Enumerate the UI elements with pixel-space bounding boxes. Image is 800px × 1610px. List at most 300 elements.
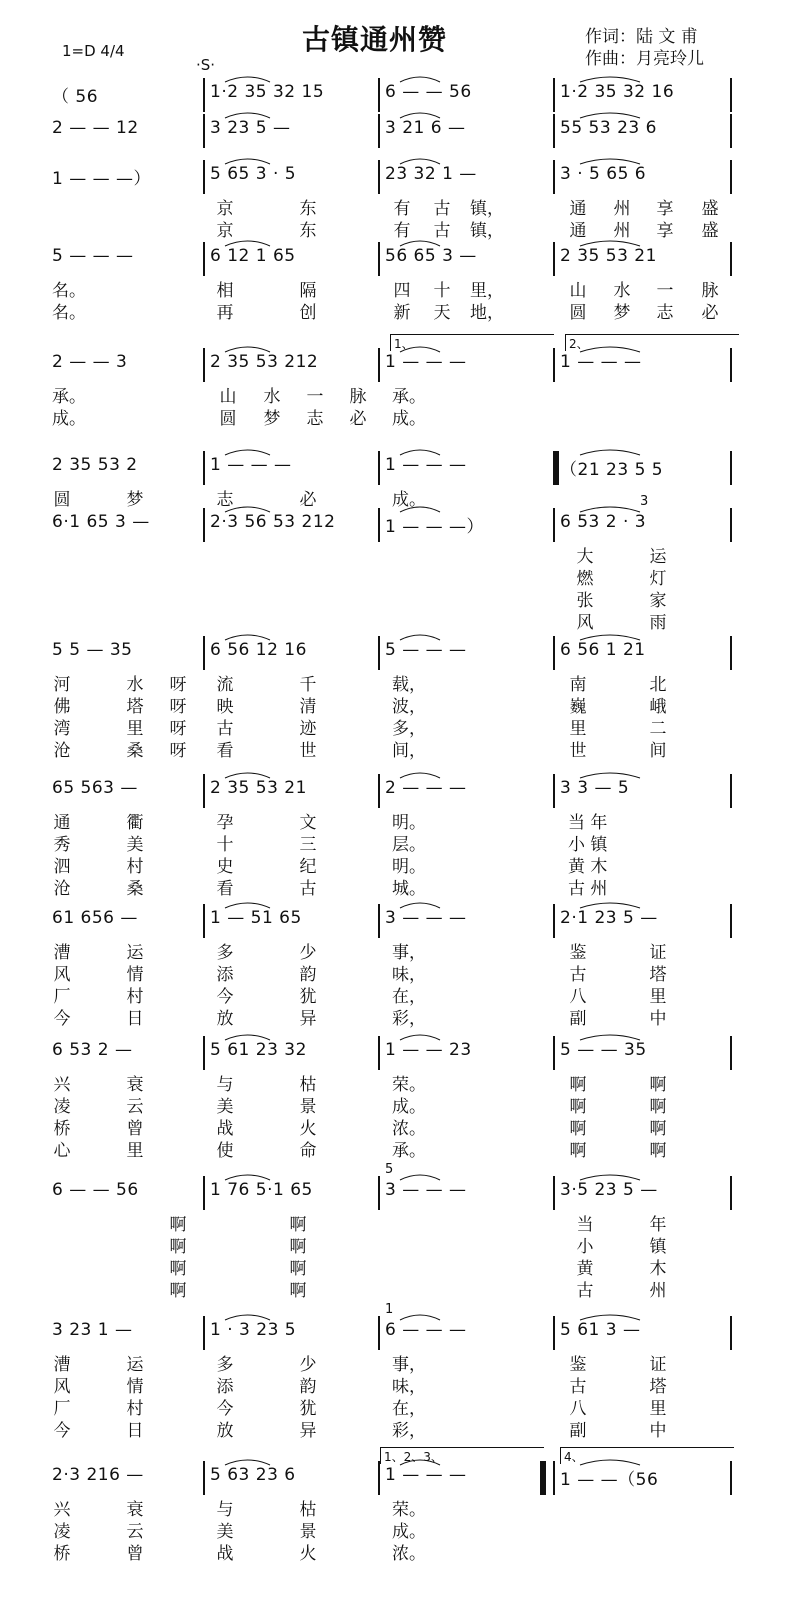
measure-2: 1 — — — [210, 455, 292, 475]
measure-4: 1 — —（56 [560, 1470, 659, 1490]
slur-arc [400, 113, 440, 118]
system-12 [0, 1162, 800, 1301]
lyric-syllable: 里 [649, 1399, 667, 1419]
lyric-syllable: 多 [216, 943, 234, 963]
measure-1: 3 23 1 — [52, 1320, 133, 1340]
lyric-syllable: 火 [299, 1544, 317, 1564]
lyric-syllable: 兴 [53, 1500, 71, 1520]
slur-arc [225, 450, 270, 455]
lyric-syllable: 三 [299, 835, 317, 855]
slur-arc [400, 635, 440, 640]
triplet-mark: 3 [640, 494, 649, 509]
slur-arc [225, 1175, 270, 1180]
measure-3: 6 — — 56 [385, 82, 472, 102]
lyric-syllable: 塔 [126, 697, 144, 717]
lyric-syllable: 通 [569, 221, 587, 241]
measure-1: 2·3 216 — [52, 1465, 144, 1485]
system-3 [0, 164, 800, 241]
system-5 [0, 337, 800, 429]
lyric-syllable: 承。 [392, 1141, 426, 1161]
lyric-syllable: 成。 [52, 409, 86, 429]
measure-1: 1 — — —） [52, 169, 152, 189]
lyric-syllable: 与 [216, 1075, 234, 1095]
lyric-syllable: 景 [299, 1522, 317, 1542]
slur-marks [0, 1030, 800, 1050]
lyric-syllable: 明。 [392, 857, 426, 877]
measure-1: 2 — — 3 [52, 352, 128, 372]
lyric-syllable: 大 [576, 547, 594, 567]
volta-bracket-2: 4、 [560, 1447, 734, 1464]
system-8 [0, 640, 800, 761]
lyric-syllable: 通 [53, 813, 71, 833]
lyric-syllable: 有 [393, 221, 411, 241]
lyric-syllable: 鉴 [569, 1355, 587, 1375]
slur-arc [580, 1035, 640, 1040]
lyric-syllable: 古 [299, 879, 317, 899]
system-10 [0, 908, 800, 1029]
slur-arc [580, 635, 640, 640]
lyric-syllable: 啊 [169, 1215, 187, 1235]
measure-3: 6 — — — [385, 1320, 467, 1340]
slur-arc [400, 347, 440, 352]
slur-arc [225, 635, 270, 640]
lyric-syllable: 啊 [569, 1141, 587, 1161]
lyric-syllable: 桑 [126, 741, 144, 761]
measure-2: 6 56 12 16 [210, 640, 307, 660]
lyric-syllable: 呀 [169, 741, 187, 761]
system-2 [0, 118, 800, 158]
lyric-syllable: 啊 [649, 1141, 667, 1161]
lyric-verse-1 [0, 1350, 800, 1375]
system-14 [0, 1450, 800, 1564]
lyric-syllable: 日 [126, 1009, 144, 1029]
lyric-syllable: 看 [216, 741, 234, 761]
measure-1: 2 35 53 2 [52, 455, 138, 475]
lyric-verse-2 [0, 1517, 800, 1542]
lyric-syllable: 命 [299, 1141, 317, 1161]
lyric-syllable: 村 [126, 1399, 144, 1419]
measure-1: 5 5 — 35 [52, 640, 133, 660]
lyric-syllable: 里 [649, 987, 667, 1007]
lyric-verse-3 [0, 852, 800, 877]
lyric-syllable: 脉 [349, 387, 367, 407]
slur-arc [225, 773, 270, 778]
lyric-syllable: 多 [216, 1355, 234, 1375]
lyric-syllable: 再 [216, 303, 234, 323]
lyric-syllable: 韵 [299, 1377, 317, 1397]
lyric-verse-1 [0, 938, 800, 963]
measure-3: 5 — — — [385, 640, 467, 660]
lyric-syllable: 志 [216, 490, 234, 510]
key-time-signature: 1=D 4/4 [62, 42, 125, 60]
lyric-syllable: 雨 [649, 613, 667, 633]
lyric-syllable: 衰 [126, 1500, 144, 1520]
lyric-syllable: 云 [126, 1097, 144, 1117]
lyric-syllable: 梦 [126, 490, 144, 510]
segno-mark: ·S· [196, 56, 216, 74]
lyric-verse-2 [0, 1232, 800, 1257]
slur-arc [580, 241, 640, 246]
lyric-syllable: 啊 [649, 1075, 667, 1095]
volta-bracket-2: 2、 [565, 334, 739, 351]
lyric-verse-4 [0, 608, 800, 633]
lyric-syllable: 隔 [299, 281, 317, 301]
lyric-syllable: 荣。 [392, 1075, 426, 1095]
lyric-syllable: 异 [299, 1009, 317, 1029]
lyric-syllable: 桥 [53, 1119, 71, 1139]
lyric-syllable: 浓。 [392, 1119, 426, 1139]
lyric-syllable: 在， [392, 987, 426, 1007]
lyric-syllable: 古 [576, 1281, 594, 1301]
measure-2: 1 — 51 65 [210, 908, 302, 928]
lyric-syllable: 志 [656, 303, 674, 323]
lyric-syllable: 啊 [569, 1097, 587, 1117]
lyric-syllable: 放 [216, 1421, 234, 1441]
lyric-syllable: 当 年 [568, 813, 608, 833]
lyric-syllable: 凌 [53, 1097, 71, 1117]
system-11 [0, 1040, 800, 1161]
slur-arc [580, 1460, 640, 1465]
lyric-verse-2 [0, 1092, 800, 1117]
lyric-syllable: 曾 [126, 1119, 144, 1139]
slur-arc [225, 241, 270, 246]
measure-4: 2 35 53 21 [560, 246, 657, 266]
measure-4: 3 · 5 65 6 [560, 164, 647, 184]
lyric-syllable: 享 [656, 199, 674, 219]
lyric-syllable: 啊 [569, 1075, 587, 1095]
lyric-verse-2 [0, 830, 800, 855]
slur-arc [225, 507, 270, 512]
measure-4: 6 53 2 · 3 [560, 512, 647, 532]
lyric-syllable: 创 [299, 303, 317, 323]
slur-arc [225, 1035, 270, 1040]
lyric-syllable: 泗 [53, 857, 71, 877]
lyric-syllable: 火 [299, 1119, 317, 1139]
lyric-syllable: 纪 [299, 857, 317, 877]
lyric-syllable: 成。 [392, 1522, 426, 1542]
slur-arc [400, 1175, 440, 1180]
lyric-syllable: 州 [613, 221, 631, 241]
lyric-syllable: 一 [306, 387, 324, 407]
lyric-syllable: 今 [216, 1399, 234, 1419]
lyric-syllable: 风 [576, 613, 594, 633]
lyric-syllable: 漕 [53, 1355, 71, 1375]
lyric-syllable: 世 [569, 741, 587, 761]
lyric-syllable: 十 [433, 281, 451, 301]
lyric-syllable: 东 [299, 221, 317, 241]
measure-2: 2 35 53 212 [210, 352, 319, 372]
lyric-syllable: 世 [299, 741, 317, 761]
measure-3: 2 — — — [385, 778, 467, 798]
slur-marks [0, 630, 800, 650]
lyric-syllable: 名。 [52, 303, 86, 323]
volta-bracket-1: 1、 [390, 334, 554, 351]
measure-4: 3 3 — 5 [560, 778, 630, 798]
lyric-syllable: 南 [569, 675, 587, 695]
lyric-verse-3 [0, 1539, 800, 1564]
measure-2: 2·3 56 53 212 [210, 512, 336, 532]
lyric-syllable: 成。 [392, 490, 426, 510]
measure-3: 23 32 1 — [385, 164, 477, 184]
lyric-syllable: 波， [392, 697, 426, 717]
lyric-syllable: 圆 [569, 303, 587, 323]
slur-arc [225, 903, 270, 908]
lyric-syllable: 厂 [53, 987, 71, 1007]
lyric-syllable: 文 [299, 813, 317, 833]
lyric-syllable: 中 [649, 1009, 667, 1029]
measure-3: 1 — — 23 [385, 1040, 472, 1060]
lyric-syllable: 啊 [169, 1259, 187, 1279]
lyric-syllable: 梦 [263, 409, 281, 429]
lyric-syllable: 副 [569, 1009, 587, 1029]
measure-2: 5 63 23 6 [210, 1465, 296, 1485]
measure-1: （ 56 [52, 87, 99, 107]
lyric-syllable: 必 [701, 303, 719, 323]
lyric-syllable: 添 [216, 965, 234, 985]
measure-1: 2 — — 12 [52, 118, 139, 138]
lyric-syllable: 看 [216, 879, 234, 899]
lyric-syllable: 犹 [299, 1399, 317, 1419]
lyric-syllable: 证 [649, 943, 667, 963]
lyric-syllable: 啊 [289, 1215, 307, 1235]
lyric-syllable: 成。 [392, 409, 426, 429]
lyric-syllable: 八 [569, 1399, 587, 1419]
measure-1: 5 — — — [52, 246, 134, 266]
lyric-syllable: 圆 [219, 409, 237, 429]
lyric-syllable: 心 [53, 1141, 71, 1161]
slur-arc [225, 113, 270, 118]
slur-arc [400, 507, 440, 512]
lyric-syllable: 名。 [52, 281, 86, 301]
lyric-verse-4 [0, 1004, 800, 1029]
lyric-syllable: 古 [569, 965, 587, 985]
lyric-syllable: 运 [126, 943, 144, 963]
lyric-syllable: 美 [126, 835, 144, 855]
slur-arc [225, 159, 270, 164]
lyric-syllable: 山 [569, 281, 587, 301]
lyric-verse-1 [0, 276, 800, 301]
lyric-syllable: 桑 [126, 879, 144, 899]
lyric-verse-3 [0, 1254, 800, 1279]
lyric-syllable: 漕 [53, 943, 71, 963]
slur-arc [580, 113, 640, 118]
measure-1: 6 53 2 — [52, 1040, 133, 1060]
lyric-syllable: 天 [433, 303, 451, 323]
lyric-verse-1 [0, 808, 800, 833]
lyric-syllable: 水 [263, 387, 281, 407]
lyric-syllable: 古 [433, 221, 451, 241]
lyric-syllable: 味， [392, 965, 426, 985]
grace-note: 1 [385, 1302, 394, 1317]
lyric-syllable: 秀 [53, 835, 71, 855]
system-13 [0, 1302, 800, 1441]
lyric-syllable: 浓。 [392, 1544, 426, 1564]
lyric-syllable: 呀 [169, 675, 187, 695]
slur-arc [580, 507, 640, 512]
slur-arc [400, 241, 440, 246]
measure-3: 1 — — — [385, 1465, 467, 1485]
grace-note: 5 [385, 1162, 394, 1177]
system-7 [0, 494, 800, 633]
slur-marks [0, 1170, 800, 1190]
lyric-syllable: 黄 木 [568, 857, 608, 877]
slur-marks [0, 1455, 800, 1475]
lyric-syllable: 村 [126, 857, 144, 877]
lyric-syllable: 必 [349, 409, 367, 429]
lyric-syllable: 古 州 [568, 879, 608, 899]
lyric-syllable: 北 [649, 675, 667, 695]
measure-4: 2·1 23 5 — [560, 908, 658, 928]
slur-marks [0, 72, 800, 92]
measure-3: 3 21 6 — [385, 118, 466, 138]
lyric-syllable: 间 [649, 741, 667, 761]
slur-arc [580, 1175, 640, 1180]
lyric-syllable: 相 [216, 281, 234, 301]
lyric-syllable: 水 [126, 675, 144, 695]
lyric-syllable: 地， [470, 303, 504, 323]
measure-2: 1·2 35 32 15 [210, 82, 325, 102]
slur-arc [580, 450, 640, 455]
lyric-syllable: 镇， [470, 221, 504, 241]
system-6 [0, 455, 800, 510]
lyric-verse-3 [0, 1394, 800, 1419]
lyric-syllable: 间， [392, 741, 426, 761]
lyric-verse-1 [0, 670, 800, 695]
slur-arc [580, 159, 640, 164]
lyric-syllable: 曾 [126, 1544, 144, 1564]
lyric-syllable: 里， [470, 281, 504, 301]
lyric-syllable: 京 [216, 221, 234, 241]
slur-arc [580, 347, 640, 352]
lyric-verse-1 [0, 1070, 800, 1095]
measure-1: 6·1 65 3 — [52, 512, 150, 532]
slur-marks [0, 236, 800, 256]
lyric-syllable: 山 [219, 387, 237, 407]
measure-3: 1 — — —） [385, 517, 485, 537]
lyric-syllable: 添 [216, 1377, 234, 1397]
lyric-verse-1 [0, 1495, 800, 1520]
lyric-syllable: 景 [299, 1097, 317, 1117]
lyric-syllable: 使 [216, 1141, 234, 1161]
slur-marks [0, 1310, 800, 1330]
lyric-syllable: 流 [216, 675, 234, 695]
measure-4: 55 53 23 6 [560, 118, 657, 138]
lyric-verse-3 [0, 1114, 800, 1139]
lyric-syllable: 衢 [126, 813, 144, 833]
lyric-syllable: 新 [393, 303, 411, 323]
lyric-syllable: 东 [299, 199, 317, 219]
measure-1: 6 — — 56 [52, 1180, 139, 1200]
lyric-syllable: 小 [576, 1237, 594, 1257]
lyric-syllable: 今 [53, 1009, 71, 1029]
lyric-syllable: 巍 [569, 697, 587, 717]
lyric-syllable: 啊 [289, 1259, 307, 1279]
lyric-syllable: 木 [649, 1259, 667, 1279]
lyric-verse-1 [0, 194, 800, 219]
lyric-verse-4 [0, 1136, 800, 1161]
lyric-syllable: 里 [569, 719, 587, 739]
lyric-verse-4 [0, 1276, 800, 1301]
lyric-syllable: 年 [649, 1215, 667, 1235]
slur-arc [400, 1035, 440, 1040]
lyric-syllable: 四 [393, 281, 411, 301]
slur-arc [580, 1315, 640, 1320]
lyric-syllable: 美 [216, 1097, 234, 1117]
slur-arc [225, 347, 270, 352]
slur-arc [400, 773, 440, 778]
lyric-syllable: 放 [216, 1009, 234, 1029]
lyric-syllable: 承。 [392, 387, 426, 407]
lyric-syllable: 犹 [299, 987, 317, 1007]
measure-2: 1 76 5·1 65 [210, 1180, 313, 1200]
lyric-syllable: 镇， [470, 199, 504, 219]
lyric-syllable: 家 [649, 591, 667, 611]
lyric-syllable: 塔 [649, 1377, 667, 1397]
composer-credit: 作曲：月亮玲儿 [585, 49, 704, 69]
lyric-syllable: 史 [216, 857, 234, 877]
lyric-syllable: 京 [216, 199, 234, 219]
slur-arc [400, 159, 440, 164]
lyric-syllable: 凌 [53, 1522, 71, 1542]
lyric-syllable: 啊 [169, 1237, 187, 1257]
slur-arc [400, 1315, 440, 1320]
lyric-verse-2 [0, 298, 800, 323]
lyric-syllable: 盛 [701, 199, 719, 219]
lyric-syllable: 承。 [52, 387, 86, 407]
lyric-syllable: 异 [299, 1421, 317, 1441]
lyric-verse-4 [0, 1416, 800, 1441]
lyric-syllable: 战 [216, 1544, 234, 1564]
slur-arc [225, 1315, 270, 1320]
lyric-syllable: 一 [656, 281, 674, 301]
measure-3: 1 — — — [385, 352, 467, 372]
lyric-syllable: 彩， [392, 1009, 426, 1029]
lyric-syllable: 今 [53, 1421, 71, 1441]
lyric-syllable: 古 [216, 719, 234, 739]
lyric-syllable: 事， [392, 943, 426, 963]
lyric-syllable: 美 [216, 1522, 234, 1542]
lyric-syllable: 载， [392, 675, 426, 695]
measure-4: 3·5 23 5 — [560, 1180, 658, 1200]
lyric-verse-2 [0, 960, 800, 985]
lyric-syllable: 梦 [613, 303, 631, 323]
lyric-syllable: 呀 [169, 697, 187, 717]
measure-4: 5 61 3 — [560, 1320, 641, 1340]
lyric-syllable: 佛 [53, 697, 71, 717]
lyric-syllable: 圆 [53, 490, 71, 510]
lyric-syllable: 峨 [649, 697, 667, 717]
lyric-syllable: 水 [613, 281, 631, 301]
lyric-verse-2 [0, 1372, 800, 1397]
measure-4: 1 — — — [560, 352, 642, 372]
lyric-syllable: 十 [216, 835, 234, 855]
lyric-syllable: 清 [299, 697, 317, 717]
slur-arc [400, 903, 440, 908]
lyric-syllable: 灯 [649, 569, 667, 589]
lyric-syllable: 啊 [289, 1281, 307, 1301]
lyric-verse-2 [0, 216, 800, 241]
slur-marks [0, 502, 800, 522]
lyric-syllable: 古 [433, 199, 451, 219]
lyric-syllable: 城。 [392, 879, 426, 899]
lyric-syllable: 里 [126, 719, 144, 739]
lyric-verse-1 [0, 542, 800, 567]
lyric-syllable: 厂 [53, 1399, 71, 1419]
measure-2: 1 · 3 23 5 [210, 1320, 297, 1340]
lyric-syllable: 在， [392, 1399, 426, 1419]
slur-marks [0, 108, 800, 128]
lyric-syllable: 啊 [169, 1281, 187, 1301]
